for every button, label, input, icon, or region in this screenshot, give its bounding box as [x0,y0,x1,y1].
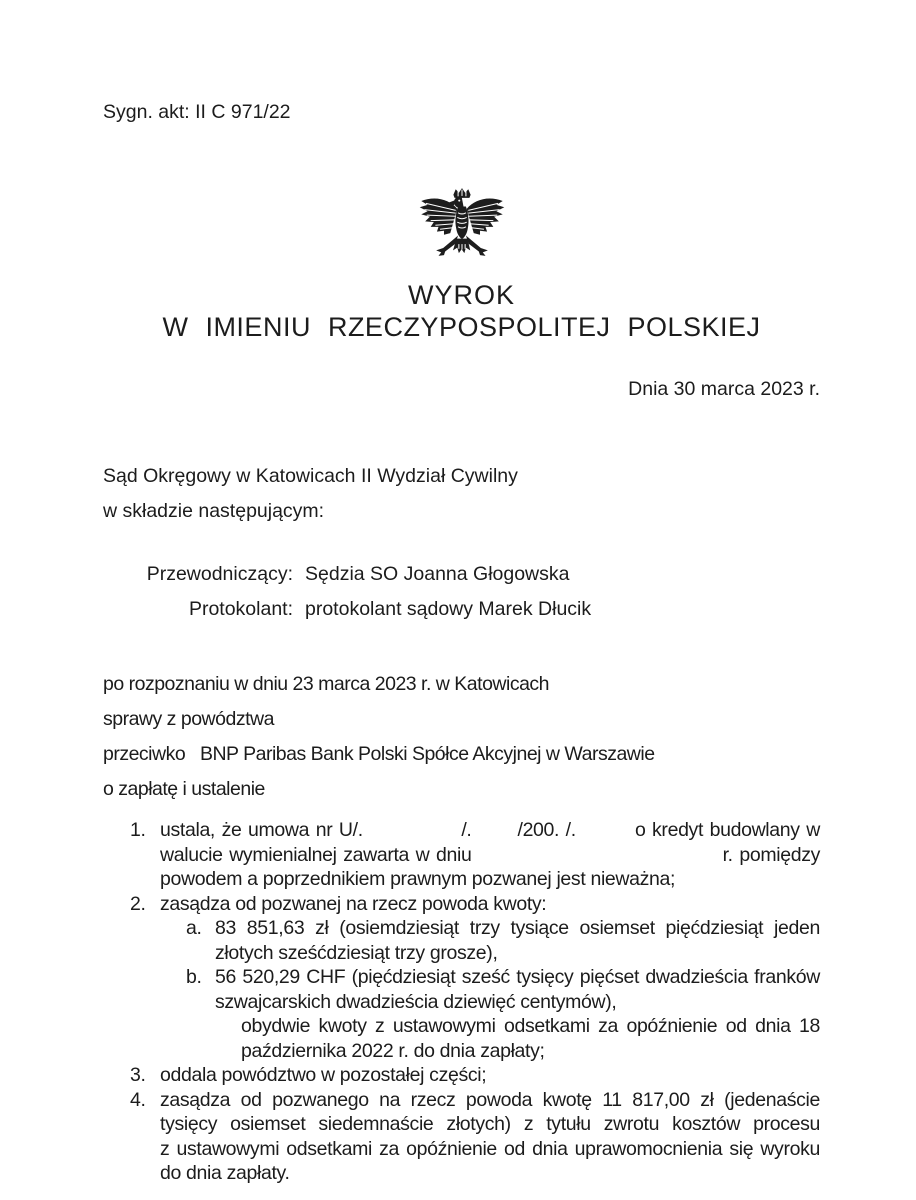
ruling-number: 2. [130,892,146,915]
ruling-2-subitems [186,916,820,1063]
case-number: Sygn. akt: II C 971/22 [103,101,291,123]
subitem-text: 56 520,29 CHF (pięćdziesiąt sześć tysięcy pięćset dwadzieścia franków szwajcarskich dwadzieścia dziewięć centymów), [215,966,820,1013]
ruling-2-continuation: obydwie kwoty z ustawowymi odsetkami za opóźnienie od dnia 18 października 2022 r. do dnia zapłaty; [241,1015,820,1062]
emblem-container [103,186,820,274]
court-block [103,459,820,529]
ruling-number: 4. [130,1088,146,1111]
subitem-letter: b. [186,966,202,988]
ruling-text: ustala, że umowa nr U/. /. /200. /. o kredyt budowlany w walucie wymienialnej zawarta w dniu r. pomiędzy powodem a poprzednikiem prawnym pozwanej jest nieważna; [160,819,820,890]
panel-person-name: Sędzia SO Joanna Głogowska [305,563,570,585]
ruling-item-3 [130,1063,820,1088]
ruling-item-2 [130,892,820,1064]
judgment-title: WYROK [407,280,515,310]
panel-row-clerk [103,592,820,627]
ruling-number: 1. [130,819,146,841]
recitals [103,667,820,807]
ruling-item-4 [130,1088,820,1186]
panel-person-name: protokolant sądowy Marek Dłucik [305,598,592,620]
ruling-2-intro: zasądza od pozwanej na rzecz powoda kwoty: [160,892,547,915]
ruling-2a [186,916,820,965]
ruling-text: zasądza od pozwanego na rzecz powoda kwotę 11 817,00 zł (jedenaście tysięcy osiemset siedemnaście złotych) z tytułu zwrotu kosztów procesu z ustawowymi odsetkami za opóźnienie od dnia uprawomocnienia się wyroku do dnia zapłaty. [160,1088,820,1184]
ruling-text: oddala powództwo w pozostałej części; [160,1064,487,1086]
subitem-text: 83 851,63 zł (osiemdziesiąt trzy tysiące osiemset pięćdziesiąt jeden złotych sześćdziesiąt trzy grosze), [215,917,820,964]
ruling-2b [186,965,820,1014]
polish-eagle-emblem [415,186,509,274]
subitem-letter: a. [186,917,202,939]
judgment-subtitle: W IMIENIU RZECZYPOSPOLITEJ POLSKIEJ [162,312,761,342]
recital-hearing: po rozpoznaniu w dniu 23 marca 2023 r. w Katowicach [103,673,550,695]
recital-subject: o zapłatę i ustalenie [103,778,265,800]
panel-role-label: Protokolant: [188,598,293,620]
panel-row-presiding [103,557,820,592]
court-composition-intro: w składzie następującym: [103,500,325,522]
ruling-text [160,892,820,1064]
judgment-date: Dnia 30 marca 2023 r. [628,378,820,400]
recital-plaintiff: sprawy z powództwa [103,708,274,730]
panel-role-label: Przewodniczący: [146,563,293,585]
recital-defendant: przeciwko BNP Paribas Bank Polski Spółce Akcyjnej w Warszawie [103,743,655,765]
ruling-number: 3. [130,1064,146,1086]
panel-composition [103,557,820,627]
ruling-item-1 [130,818,820,892]
rulings-list [130,818,820,1186]
court-name: Sąd Okręgowy w Katowicach II Wydział Cywilny [103,465,518,487]
